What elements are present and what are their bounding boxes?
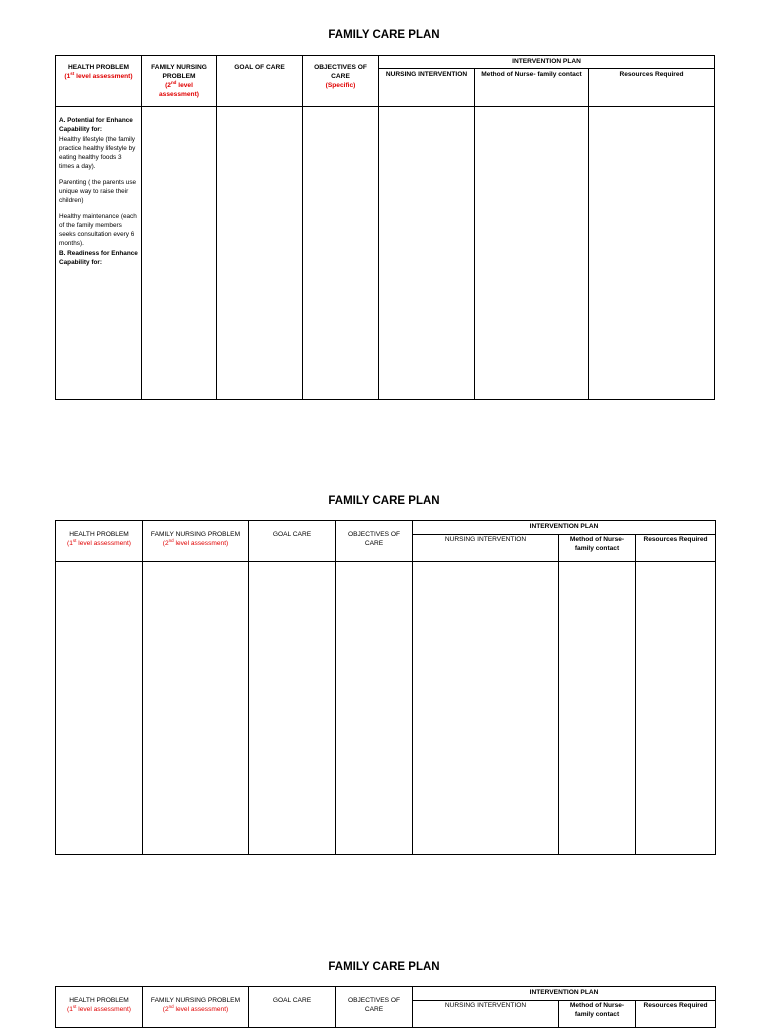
header-family-nursing-problem: FAMILY NURSING PROBLEM (2nd level assessment) xyxy=(143,987,249,1028)
section-a-item-healthy-lifestyle: Healthy lifestyle (the family practice healthy lifestyle by eating healthy foods 3 times a day). xyxy=(59,135,136,171)
objectives-note: (Specific) xyxy=(325,81,356,89)
section-a-item-healthy-maintenance: Healthy maintenance (each of the family members seeks consultation every 6 months). xyxy=(59,212,137,248)
resources-cell xyxy=(589,107,715,400)
header-health-problem: HEALTH PROBLEM (1st level assessment) xyxy=(56,521,143,562)
header-method-of-contact: Method of Nurse- family contact xyxy=(475,69,589,107)
method-cell xyxy=(559,562,636,855)
header-family-nursing-problem: FAMILY NURSING PROBLEM (2nd level assessment) xyxy=(142,56,217,107)
header-health-problem: HEALTH PROBLEM (1st level assessment) xyxy=(56,987,143,1028)
care-plan-table-2 xyxy=(55,520,716,855)
nursing-intervention-cell xyxy=(379,107,475,400)
health-problem-note: (1st level assessment) xyxy=(67,537,131,547)
header-family-nursing-problem: FAMILY NURSING PROBLEM (2nd level assessment) xyxy=(143,521,249,562)
family-problem-cell xyxy=(143,562,249,855)
header-resources-required: Resources Required xyxy=(589,69,715,107)
header-objectives-of-care: OBJECTIVES OF CARE xyxy=(336,521,413,562)
health-problem-note: (1st level assessment) xyxy=(67,1003,131,1013)
header-nursing-intervention: NURSING INTERVENTION xyxy=(379,69,475,107)
resources-cell xyxy=(636,562,716,855)
care-plan-table-3 xyxy=(55,986,716,1028)
header-method-of-contact: Method of Nurse-family contact xyxy=(559,535,636,562)
objectives-cell xyxy=(336,562,413,855)
header-intervention-plan: INTERVENTION PLAN xyxy=(379,56,715,69)
section-a-item-parenting: Parenting ( the parents use unique way to raise their children) xyxy=(59,178,137,205)
header-nursing-intervention: NURSING INTERVENTION xyxy=(413,535,559,562)
page-title-2: FAMILY CARE PLAN xyxy=(328,495,440,507)
header-nursing-intervention: NURSING INTERVENTION xyxy=(413,1001,559,1028)
header-objectives-of-care: OBJECTIVES OF CARE (Specific) xyxy=(303,56,379,107)
family-problem-note: (2nd level assessment) xyxy=(159,79,199,98)
header-health-problem: HEALTH PROBLEM (1st level assessment) xyxy=(56,56,142,107)
header-objectives-of-care: OBJECTIVES OF CARE xyxy=(336,987,413,1028)
section-a-heading: A. Potential for Enhance Capability for: xyxy=(59,117,133,134)
objectives-cell xyxy=(303,107,379,400)
header-intervention-plan: INTERVENTION PLAN xyxy=(413,521,716,535)
header-method-of-contact: Method of Nurse-family contact xyxy=(559,1001,636,1028)
method-cell xyxy=(475,107,589,400)
health-problem-note: (1st level assessment) xyxy=(64,70,133,80)
health-problem-cell xyxy=(56,107,142,400)
header-goal-care: GOAL CARE xyxy=(249,987,336,1028)
family-problem-note: (2nd level assessment) xyxy=(162,1003,229,1013)
page-title-3: FAMILY CARE PLAN xyxy=(328,961,440,973)
header-resources-required: Resources Required xyxy=(636,535,716,562)
care-plan-table-1 xyxy=(55,55,715,400)
nursing-intervention-cell xyxy=(413,562,559,855)
header-intervention-plan: INTERVENTION PLAN xyxy=(413,987,716,1001)
health-problem-cell xyxy=(56,562,143,855)
section-b-heading: B. Readiness for Enhance Capability for: xyxy=(59,249,138,266)
header-goal-care: GOAL CARE xyxy=(249,521,336,562)
family-problem-note: (2nd level assessment) xyxy=(162,537,229,547)
page-title-1: FAMILY CARE PLAN xyxy=(328,29,440,41)
family-problem-cell xyxy=(142,107,217,400)
header-goal-of-care: GOAL OF CARE xyxy=(217,56,303,107)
goal-cell xyxy=(217,107,303,400)
header-resources-required: Resources Required xyxy=(636,1001,716,1028)
goal-cell xyxy=(249,562,336,855)
